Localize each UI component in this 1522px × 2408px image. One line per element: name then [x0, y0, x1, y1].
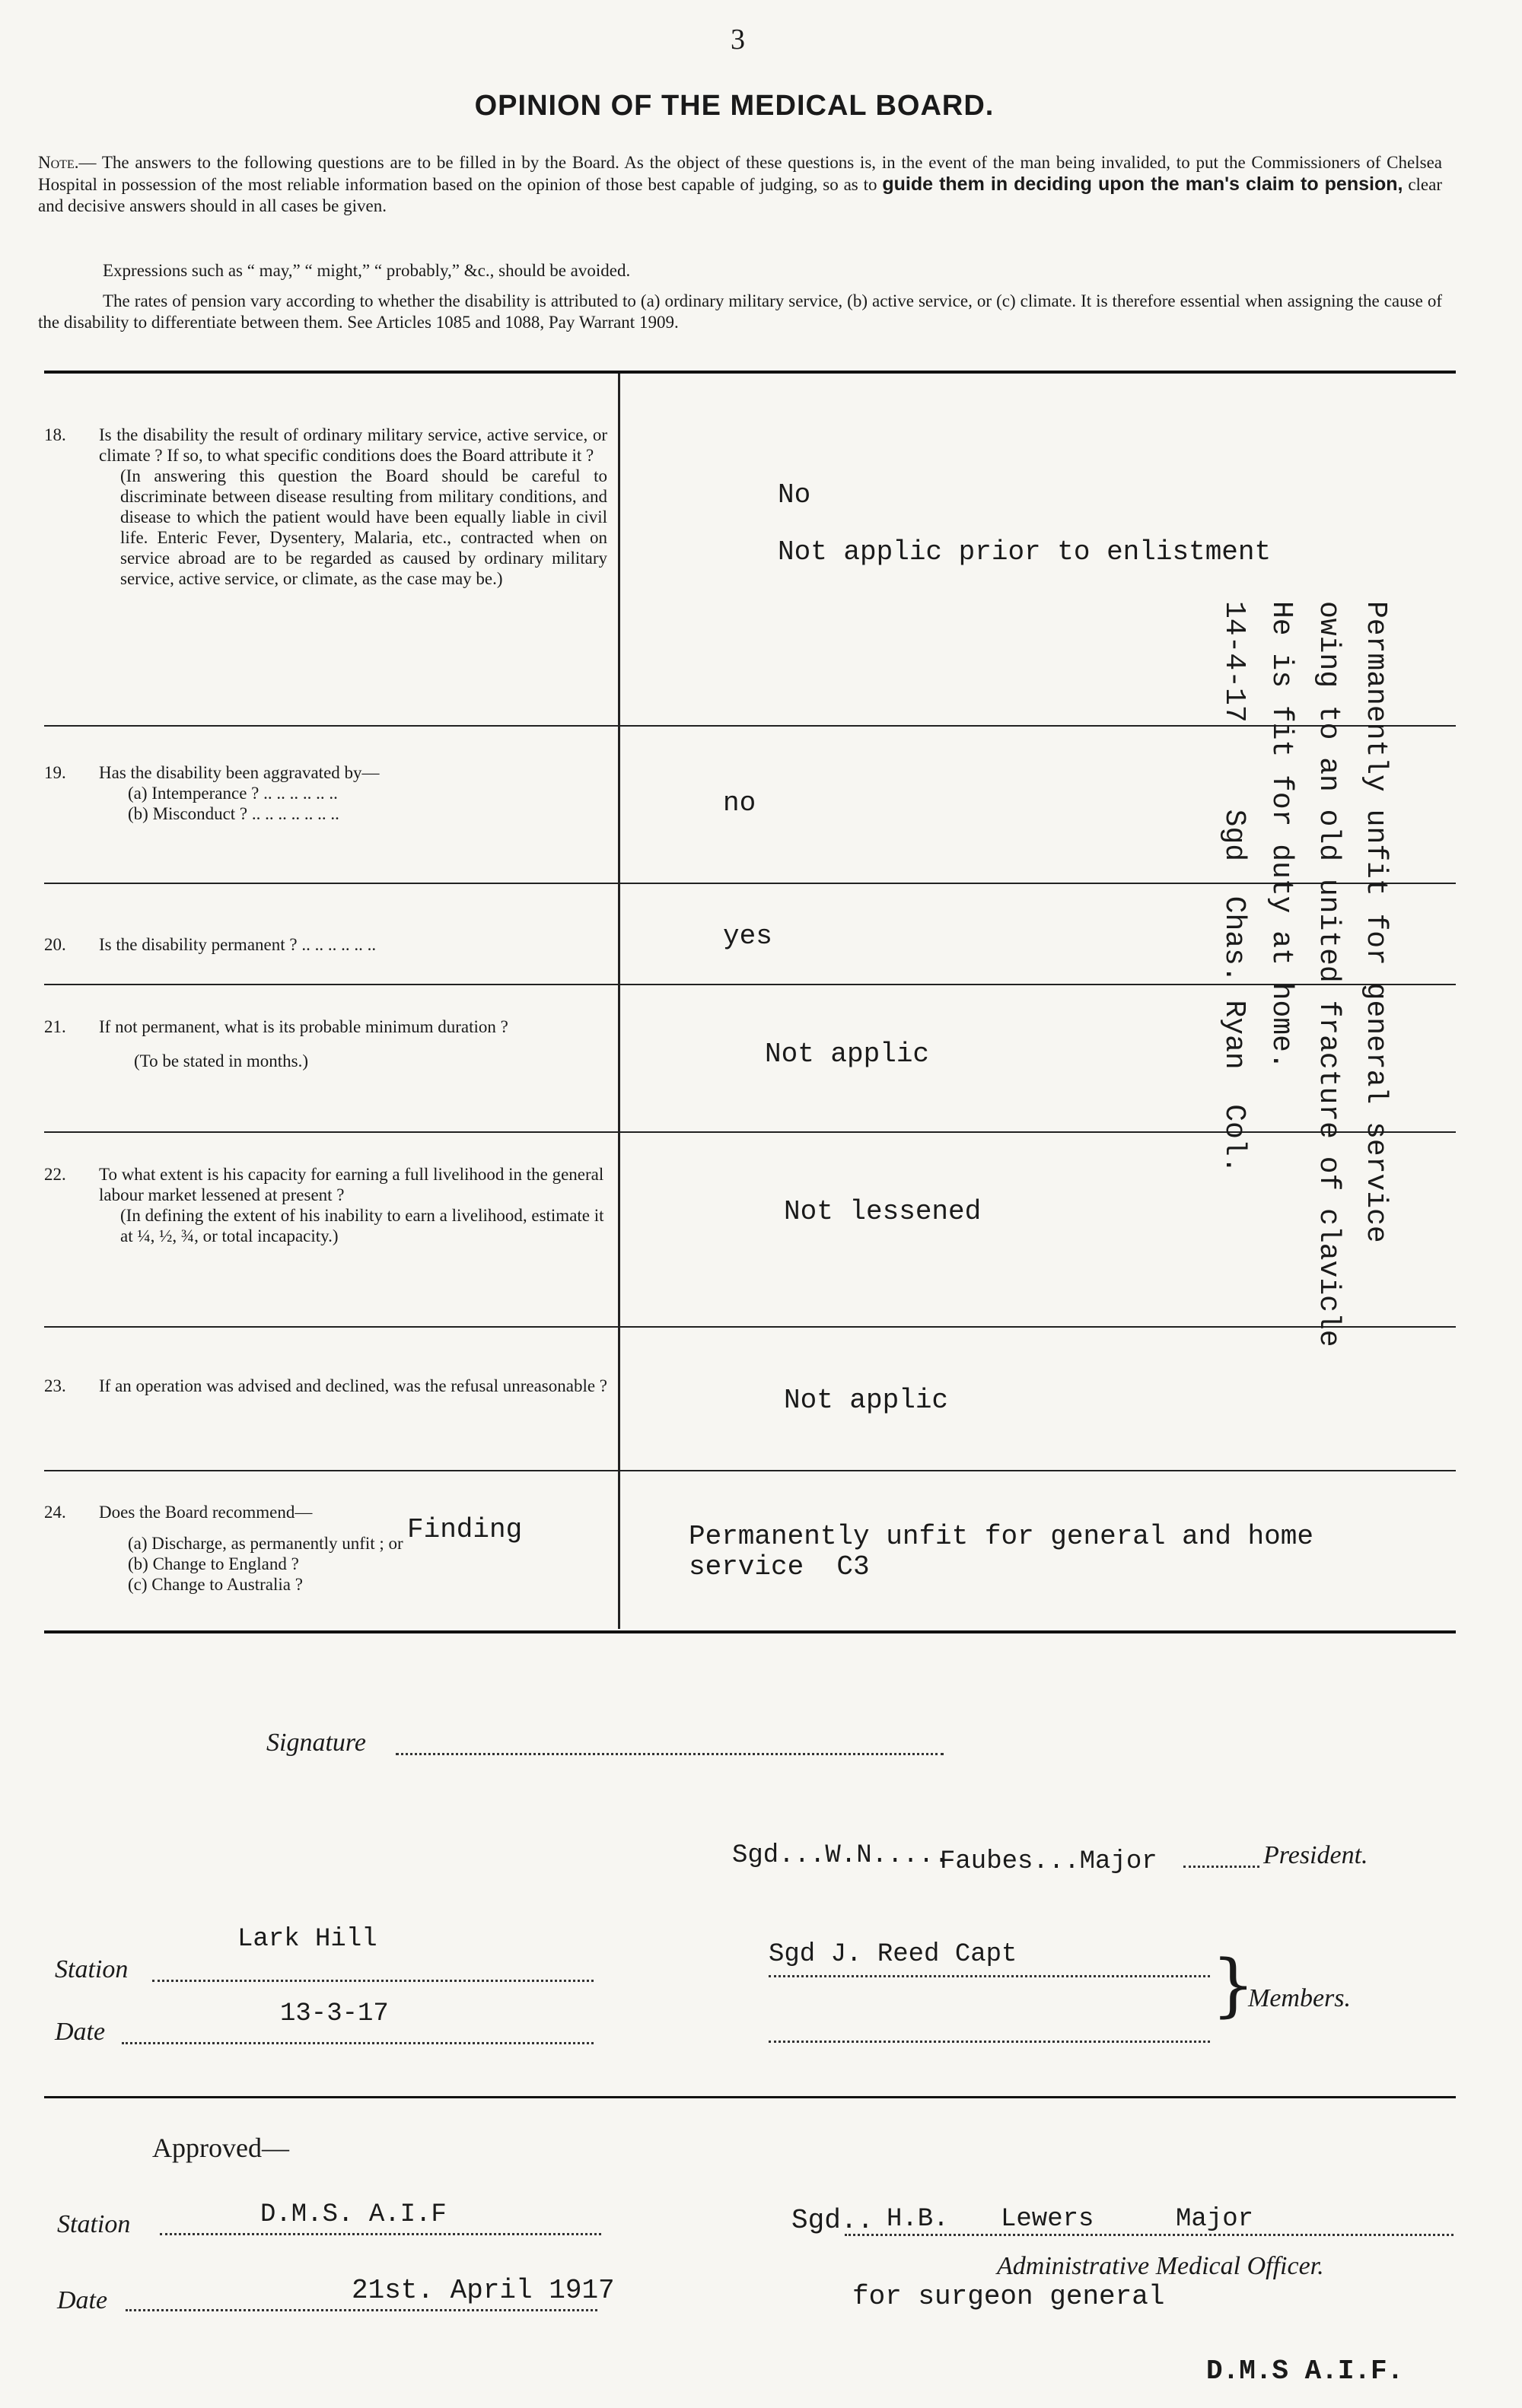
section-rule [44, 2096, 1456, 2098]
note-text-2: clear and decisive answers should in all cases be given. [38, 175, 1443, 215]
approval-sgd: Sgd.. [791, 2205, 874, 2236]
note-rates: The rates of pension vary according to whether the disability is attributed to (a) ordinary military service, (b) active service, or (c) climate. It is therefore essential when assigning the cause of the disability to differentiate between them. See Articles 1085 and 1088, Pay Warrant 1909. [38, 291, 1442, 332]
question-number: 19. [44, 763, 66, 782]
approval-officer-label: Administrative Medical Officer. [997, 2252, 1324, 2280]
question-subtext: (In answering this question the Board should be careful to discriminate between disease resulting from military conditions, and disease to which the patient would have been equally liable in civil life. Enteric Fever, Dysentery, Malaria, etc., contracted when on service abroad are to be regarded as caused by ordinary military service, active service, or climate, as the case may be.) [120, 466, 607, 588]
member-1: Sgd J. Reed Capt [769, 1940, 1017, 1969]
signature-label: Signature [266, 1729, 366, 1757]
question-text: Does the Board recommend— [99, 1503, 313, 1522]
margin-note-line-3: He is fit for duty at home. [1265, 601, 1298, 1070]
row-divider [44, 1470, 1456, 1471]
station-line [152, 1980, 594, 1982]
approval-officer-name: Lewers [1001, 2205, 1094, 2234]
answer-21: Not applic [765, 1039, 930, 1070]
president-label: President. [1263, 1841, 1368, 1869]
question-subtext: (To be stated in months.) [134, 1051, 308, 1070]
station-value: Lark Hill [237, 1925, 377, 1954]
margin-note-line-1: Permanently unfit for general service [1359, 601, 1392, 1243]
question-text: If not permanent, what is its probable minimum duration ? [99, 1017, 508, 1036]
question-number: 20. [44, 935, 66, 954]
question-text: If an operation was advised and declined, was the refusal unreasonable ? [99, 1376, 608, 1395]
president-sgd: Sgd...W.N..... [732, 1841, 950, 1870]
answer-23: Not applic [784, 1385, 949, 1416]
question-23 [44, 1376, 607, 1396]
note-expressions: Expressions such as “ may,” “ might,” “ probably,” &c., should be avoided. [103, 261, 631, 280]
note-paragraph [38, 152, 1442, 217]
question-text: Is the disability the result of ordinary military service, active service, or climate ? If so, to what specific conditions does the Board attribute it ? [99, 425, 607, 465]
question-22 [44, 1164, 607, 1246]
president-name: Faubes...Major [940, 1847, 1157, 1876]
question-number: 22. [44, 1165, 66, 1184]
approval-line [845, 2234, 1454, 2236]
answer-18-line-1: No [778, 479, 811, 511]
note-text-1: The answers to the following questions are to be filled in by the Board. As the object of these questions is, in the event of the man being invalided, to put the Commissioners of Chelsea Hospital in possession of the most reliable information based on the opinion of those best capable of judging, so as to [38, 153, 1442, 194]
question-text: Has the disability been aggravated by— [99, 763, 380, 782]
approved-station-line [160, 2233, 601, 2235]
vertical-margin-note [1210, 601, 1399, 1438]
question-text: To what extent is his capacity for earning a full livelihood in the general labour market lessened at present ? [99, 1165, 604, 1204]
question-18 [44, 425, 607, 589]
member-1-line [769, 1975, 1210, 1977]
table-bottom-rule [44, 1630, 1456, 1633]
question-21 [44, 1016, 607, 1071]
approved-date-label: Date [57, 2286, 108, 2314]
answer-22: Not lessened [784, 1196, 982, 1227]
approved-station-value: D.M.S. A.I.F [260, 2200, 447, 2229]
date-label: Date [55, 2018, 106, 2046]
note-bold: guide them in deciding upon the man's claim to pension, [882, 173, 1403, 195]
question-20 [44, 934, 607, 955]
question-sub-b: (b) Change to England ? [128, 1554, 299, 1573]
question-19 [44, 762, 607, 824]
station-label: Station [55, 1955, 129, 1983]
margin-note-signature: 14-4-17 Sgd Chas. Ryan Col. [1218, 601, 1250, 1174]
date-line [122, 2042, 594, 2044]
question-24 [44, 1502, 607, 1595]
question-number: 18. [44, 425, 66, 444]
table-column-divider [618, 374, 620, 1629]
page-number: 3 [731, 24, 745, 56]
footer-stamp: D.M.S A.I.F. [1206, 2356, 1404, 2387]
president-dots [1183, 1866, 1259, 1868]
question-sub-a: (a) Discharge, as permanently unfit ; or [128, 1534, 403, 1553]
answer-24: Permanently unfit for general and home service C3 [689, 1521, 1313, 1583]
signature-line [396, 1753, 944, 1755]
answer-24-annotation: Finding [407, 1514, 523, 1545]
question-number: 21. [44, 1017, 66, 1036]
answer-19: no [723, 787, 756, 819]
question-text: Is the disability permanent ? .. .. .. .. .. .. [99, 935, 377, 954]
answer-18-line-2: Not applic prior to enlistment [778, 536, 1272, 568]
question-number: 24. [44, 1503, 66, 1522]
approval-initials: H.B. [887, 2205, 949, 2234]
approved-date-value: 21st. April 1917 [352, 2275, 615, 2306]
margin-note-line-2: owing to an old united fracture of clavicle [1312, 601, 1345, 1347]
answer-20: yes [723, 921, 772, 952]
members-brace: } [1212, 1945, 1256, 2025]
note-label: Note.— [38, 153, 97, 172]
question-sub-a: (a) Intemperance ? .. .. .. .. .. .. [128, 784, 338, 803]
question-sub-c: (c) Change to Australia ? [128, 1575, 303, 1594]
page-title: OPINION OF THE MEDICAL BOARD. [474, 90, 995, 122]
approved-station-label: Station [57, 2210, 131, 2238]
question-number: 23. [44, 1376, 66, 1395]
approval-for-surgeon: for surgeon general [852, 2281, 1165, 2312]
approved-label: Approved— [152, 2133, 289, 2163]
question-sub-b: (b) Misconduct ? .. .. .. .. .. .. .. [128, 804, 339, 823]
approval-officer-rank: Major [1176, 2205, 1254, 2234]
member-2-line [769, 2041, 1210, 2043]
members-label: Members. [1248, 1984, 1352, 2012]
table-top-rule [44, 371, 1456, 374]
date-value: 13-3-17 [280, 1999, 389, 2028]
approved-date-line [126, 2309, 597, 2311]
question-subtext: (In defining the extent of his inability to earn a livelihood, estimate it at ¼, ½, ¾, or total incapacity.) [120, 1206, 604, 1245]
